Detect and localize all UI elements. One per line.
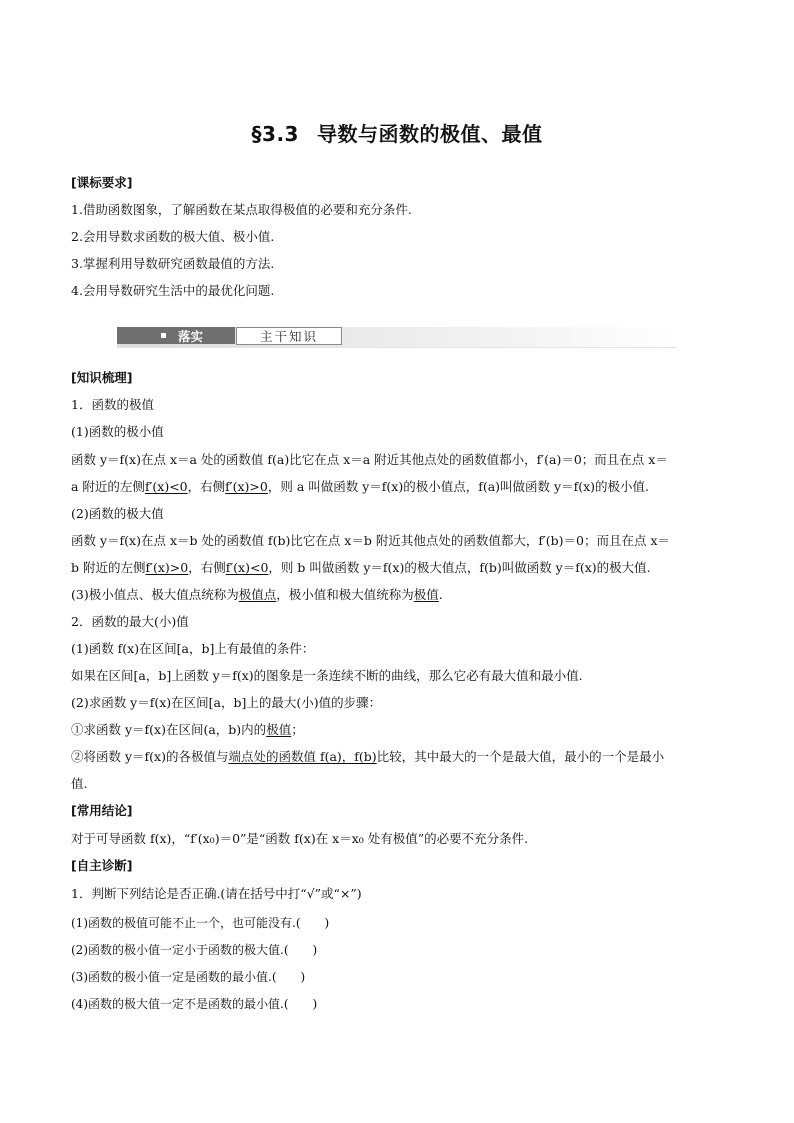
section-heading: 2．函数的最大(小)值 (71, 614, 189, 629)
page-title (0, 118, 794, 147)
paragraph-line: 值. (71, 776, 88, 791)
banner-right-tab: 主干知识 (236, 327, 342, 345)
text-span: ，则 a 叫做函数 y＝f(x)的极小值点，f(a)叫做函数 y＝f(x)的极小值. (267, 479, 649, 494)
subsection-heading: (1)函数 f(x)在区间[a，b]上有最值的条件： (71, 641, 315, 656)
paragraph-line: 函数 y＝f(x)在点 x＝a 处的函数值 f(a)比它在点 x＝a 附近其他点处的函数值都小，f′(a)＝0；而且在点 x＝ (71, 452, 668, 467)
paragraph-line: 如果在区间[a，b]上函数 y＝f(x)的图象是一条连续不断的曲线，那么它必有最大值和最小值. (71, 668, 583, 683)
diagnosis-header: [自主诊断] (71, 858, 133, 873)
text-span: a 附近的左侧 (71, 479, 145, 494)
section-banner (117, 327, 677, 348)
text-span: . (438, 587, 443, 602)
conclusion-header: [常用结论] (71, 803, 133, 818)
paragraph-line: 函数 y＝f(x)在点 x＝b 处的函数值 f(b)比它在点 x＝b 附近其他点处的函数值都大，f′(b)＝0；而且在点 x＝ (71, 533, 671, 548)
underlined-answer: f′(x)>0 (225, 479, 268, 494)
section-heading: 1．函数的极值 (71, 397, 154, 412)
text-span: ，右侧 (187, 479, 226, 494)
subsection-heading: (2)求函数 y＝f(x)在区间[a，b]上的最大(小)值的步骤： (71, 695, 382, 710)
banner-left-tab (117, 327, 235, 344)
knowledge-header: [知识梳理] (71, 370, 133, 385)
requirements-header: [课标要求] (71, 175, 133, 190)
paragraph-line (71, 587, 443, 603)
paragraph-line (71, 560, 651, 576)
judgement-item: (2)函数的极小值一定小于函数的极大值.( ) (71, 943, 318, 957)
section-title: 导数与函数的极值、最值 (316, 122, 543, 146)
underlined-answer: f′(x)<0 (225, 560, 269, 575)
subsection-heading: (2)函数的极大值 (71, 506, 164, 521)
section-number: §3.3 (251, 122, 299, 146)
text-span: ，右侧 (188, 560, 226, 575)
requirement-item: 1.借助函数图象，了解函数在某点取得极值的必要和充分条件. (71, 202, 412, 217)
text-span: ，极小值和极大值统称为 (276, 587, 414, 602)
question-prompt: 1．判断下列结论是否正确.(请在括号中打“√”或“×”) (71, 886, 362, 901)
requirement-item: 4.会用导数研究生活中的最优化问题. (71, 283, 275, 298)
text-span: (3)极小值点、极大值点统称为 (71, 587, 239, 602)
paragraph-line (71, 479, 649, 495)
underlined-answer: 极值 (266, 722, 292, 737)
requirement-item: 2.会用导数求函数的极大值、极小值. (71, 229, 275, 244)
requirement-item: 3.掌握利用导数研究函数最值的方法. (71, 256, 275, 271)
text-span: 比较，其中最大的一个是最大值，最小的一个是最小 (376, 749, 665, 764)
judgement-item: (4)函数的极大值一定不是函数的最小值.( ) (71, 997, 318, 1011)
judgement-item: (3)函数的极小值一定是函数的最小值.( ) (71, 970, 306, 984)
subsection-heading: (1)函数的极小值 (71, 424, 164, 439)
underlined-answer: 极值 (413, 587, 439, 602)
underlined-answer: 极值点 (238, 587, 277, 602)
text-span: ①求函数 y＝f(x)在区间(a，b)内的 (71, 722, 267, 737)
conclusion-text: 对于可导函数 f(x)，“f′(x₀)＝0”是“函数 f(x)在 x＝x₀ 处有极值”的必要不充分条件. (71, 831, 529, 846)
paragraph-line (71, 722, 304, 738)
paragraph-line (71, 749, 664, 765)
text-span: ②将函数 y＝f(x)的各极值与 (71, 749, 229, 764)
underlined-answer: f′(x)<0 (144, 479, 188, 494)
banner-left-label: 落实 (178, 328, 204, 344)
underlined-answer: f′(x)>0 (145, 560, 189, 575)
square-bullet-icon (161, 333, 166, 338)
judgement-item: (1)函数的极值可能不止一个，也可能没有.( ) (71, 916, 330, 930)
underlined-answer: 端点处的函数值 f(a)，f(b) (228, 749, 377, 764)
text-span: ，则 b 叫做函数 y＝f(x)的极大值点，f(b)叫做函数 y＝f(x)的极大值. (268, 560, 651, 575)
text-span: ； (291, 722, 304, 737)
text-span: b 附近的左侧 (71, 560, 146, 575)
